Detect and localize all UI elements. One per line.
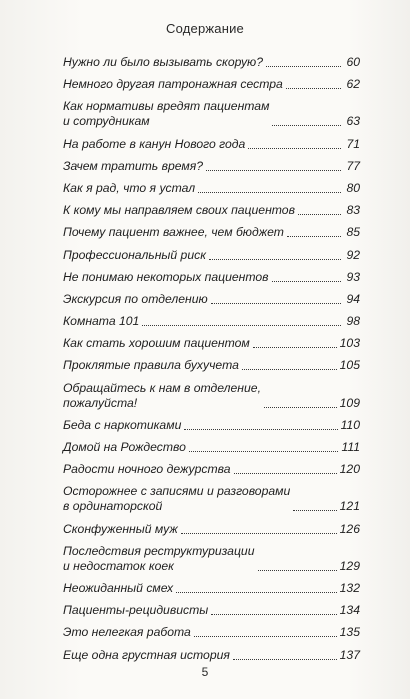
toc-entry-title: К кому мы направляем своих пациентов [63, 203, 295, 218]
toc-entry-page: 94 [346, 291, 360, 306]
toc-entry [63, 77, 360, 92]
toc-entry-page: 80 [346, 180, 360, 195]
page-title: Содержание [166, 21, 244, 36]
toc-entry-page: 134 [339, 603, 360, 618]
toc-entry [63, 648, 360, 663]
toc-entry-title: Еще одна грустная история [63, 647, 230, 662]
toc-entry-page: 63 [346, 114, 360, 129]
toc-entry [63, 137, 360, 152]
toc-entry [63, 544, 360, 574]
toc-entry-title: Почему пациент важнее, чем бюджет [63, 225, 284, 240]
toc-entry-page: 77 [346, 158, 360, 173]
dot-leader [198, 192, 341, 193]
dot-leader [189, 451, 339, 452]
toc-entry [63, 381, 360, 411]
toc-entry-title: Немного другая патронажная сестра [63, 77, 283, 92]
toc-entry-title: Домой на Рождество [63, 440, 186, 454]
toc-entry-page: 71 [346, 136, 360, 151]
toc-entry-page: 105 [339, 358, 360, 373]
toc-entry [63, 292, 360, 307]
toc-entry-title: Пациенты-рецидивисты [63, 603, 209, 618]
toc-entry [63, 55, 360, 70]
toc-entry [63, 358, 360, 373]
toc-entry-title: На работе в канун Нового года [63, 136, 246, 151]
toc-entry-title: Сконфуженный муж [63, 521, 178, 536]
dot-leader [264, 407, 337, 408]
toc-entry-title: Комната 101 [63, 314, 140, 329]
dot-leader [181, 533, 337, 534]
toc-entry-page: 93 [346, 269, 360, 284]
toc-entry [63, 181, 360, 196]
toc-entry [63, 484, 360, 514]
toc-entry-page: 60 [346, 55, 360, 69]
toc-entry-page: 129 [339, 558, 360, 573]
dot-leader [211, 303, 341, 304]
toc-entry [63, 270, 360, 285]
toc-entry-title: Как стать хорошим пациентом [63, 336, 250, 351]
toc-entry-title: Как я рад, что я устал [63, 180, 196, 195]
dot-leader [206, 170, 341, 171]
dot-leader [176, 592, 337, 593]
toc-entry [63, 440, 360, 455]
toc-entry-title: Как нормативы вредят пациентам и сотрудникам [63, 99, 270, 129]
toc-entry-title: Не понимаю некоторых пациентов [63, 269, 269, 284]
dot-leader [293, 510, 336, 511]
toc-entry [63, 99, 360, 129]
toc-entry-title: Нужно ли было вызывать скорую? [63, 55, 264, 69]
page-number: 5 [201, 665, 209, 679]
toc-entry-page: 109 [339, 395, 360, 410]
toc-entry-page: 135 [339, 625, 360, 640]
dot-leader [209, 259, 341, 260]
dot-leader [242, 369, 337, 370]
toc-entry-page: 83 [346, 203, 360, 218]
toc-entry [63, 522, 360, 537]
dot-leader [258, 570, 337, 571]
toc-entry-page: 132 [339, 580, 360, 595]
toc-entry-page: 110 [340, 417, 360, 432]
toc-entry [63, 336, 360, 351]
dot-leader [298, 214, 341, 215]
toc-entry-title: Это нелегкая работа [63, 625, 191, 640]
toc-entry-title: Обращайтесь к нам в отделение, пожалуйста! [63, 380, 261, 410]
toc-entry-title: Неожиданный смех [63, 580, 174, 595]
dot-leader [286, 88, 341, 89]
toc-entry-page: 111 [341, 440, 360, 454]
toc-entry [63, 625, 360, 640]
dot-leader [266, 66, 341, 67]
toc-entry-page: 92 [346, 247, 360, 262]
toc-entry-title: Осторожнее с записями и разговорами в ординаторской [63, 484, 291, 514]
toc-entry-page: 120 [339, 462, 360, 477]
dot-leader [184, 429, 337, 430]
toc-entry-title: Зачем тратить время? [63, 158, 204, 173]
toc-entry-page: 126 [339, 521, 360, 536]
toc-entry-page: 62 [346, 77, 360, 92]
toc-entry [63, 314, 360, 329]
toc-entry-title: Профессиональный риск [63, 247, 206, 262]
toc-entry-page: 103 [339, 336, 360, 351]
dot-leader [272, 281, 341, 282]
toc-entry [63, 581, 360, 596]
toc-entry-title: Беда с наркотиками [63, 417, 182, 432]
dot-leader [234, 473, 337, 474]
toc-entry-title: Радости ночного дежурства [63, 462, 231, 477]
toc-entry-title: Последствия реструктуризации и недостаток коек [63, 543, 255, 573]
toc-entry [63, 225, 360, 240]
dot-leader [287, 236, 341, 237]
dot-leader [211, 614, 336, 615]
toc-entry-page: 85 [346, 225, 360, 240]
table-of-contents [63, 55, 360, 670]
toc-entry [63, 462, 360, 477]
dot-leader [253, 347, 337, 348]
dot-leader [233, 659, 337, 660]
toc-entry [63, 159, 360, 174]
toc-entry-page: 98 [346, 314, 360, 329]
toc-entry [63, 248, 360, 263]
toc-entry-title: Экскурсия по отделению [63, 291, 208, 306]
toc-entry-page: 121 [339, 499, 360, 514]
dot-leader [248, 148, 341, 149]
toc-entry-page: 137 [339, 647, 360, 662]
toc-entry [63, 203, 360, 218]
toc-entry [63, 418, 360, 433]
dot-leader [272, 125, 341, 126]
dot-leader [194, 636, 337, 637]
toc-entry-title: Проклятые правила бухучета [63, 358, 239, 373]
toc-entry [63, 603, 360, 618]
dot-leader [142, 325, 341, 326]
